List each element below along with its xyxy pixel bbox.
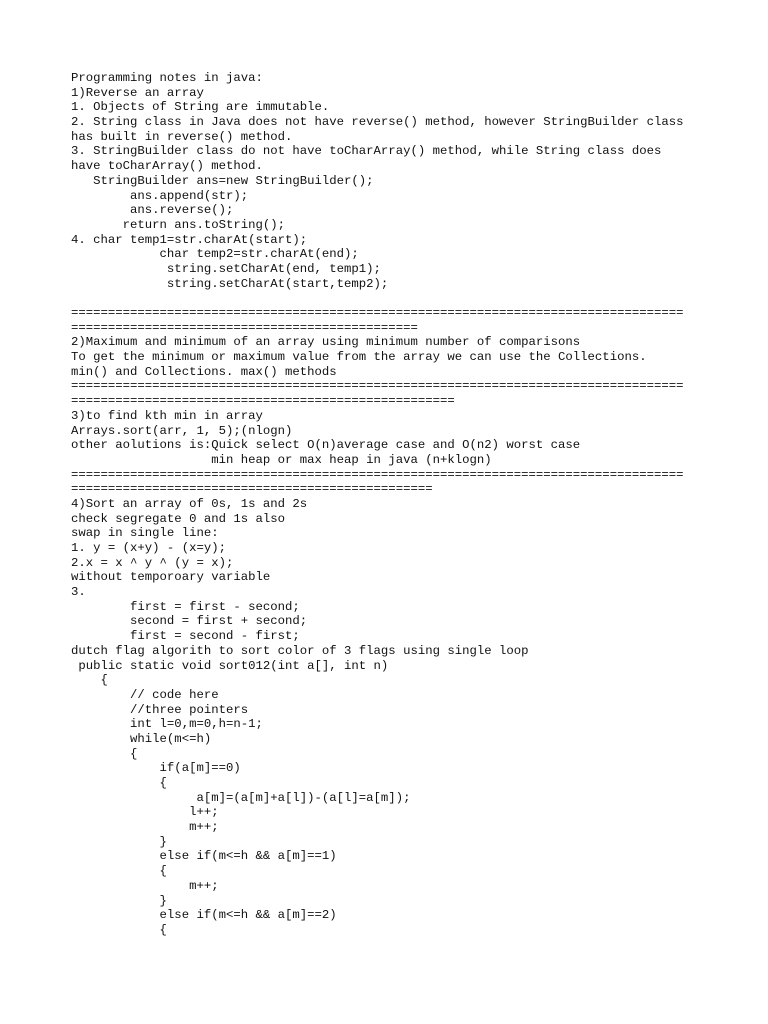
text-line: string.setCharAt(start,temp2);	[71, 276, 389, 291]
document-page	[71, 71, 761, 938]
text-line: {	[71, 864, 167, 879]
text-line: Arrays.sort(arr, 1, 5);(nlogn)	[71, 423, 293, 438]
text-line: To get the minimum or maximum value from the array we can use the Collections.	[71, 350, 647, 365]
text-line: have toCharArray() method.	[71, 159, 263, 174]
text-line: public static void sort012(int a[], int n)	[71, 658, 389, 673]
text-line: min() and Collections. max() methods	[71, 364, 337, 379]
text-line: 3.	[71, 585, 86, 600]
text-line: while(m<=h)	[71, 731, 212, 746]
text-line: else if(m<=h && a[m]==1)	[71, 849, 337, 864]
text-line: check segregate 0 and 1s also	[71, 511, 286, 526]
text-line: 4)Sort an array of 0s, 1s and 2s	[71, 496, 308, 511]
text-line: // code here	[71, 687, 219, 702]
text-line: ans.append(str);	[71, 188, 249, 203]
text-line: min heap or max heap in java (n+klogn)	[71, 452, 492, 467]
text-line: swap in single line:	[71, 526, 219, 541]
text-line: {	[71, 746, 138, 761]
text-line: m++;	[71, 820, 219, 835]
text-line: ===================================================================================	[71, 467, 684, 482]
text-line: //three pointers	[71, 702, 249, 717]
text-line: l++;	[71, 805, 219, 820]
text-line: 4. char temp1=str.charAt(start);	[71, 232, 308, 247]
text-line: 2.x = x ^ y ^ (y = x);	[71, 555, 234, 570]
text-line: }	[71, 834, 167, 849]
text-line: {	[71, 673, 108, 688]
text-line: ===============================================	[71, 320, 418, 335]
text-line: return ans.toString();	[71, 217, 286, 232]
text-line: dutch flag algorith to sort color of 3 flags using single loop	[71, 643, 529, 658]
text-line: 1. y = (x+y) - (x=y);	[71, 541, 226, 555]
text-line: ====================================================	[71, 394, 455, 409]
text-line: 1)Reverse an array	[71, 85, 204, 100]
text-line: ===================================================================================	[71, 379, 684, 394]
text-line: has built in reverse() method.	[71, 129, 293, 144]
text-line: 3. StringBuilder class do not have toCharArray() method, while String class does	[71, 144, 662, 159]
text-line: if(a[m]==0)	[71, 761, 241, 776]
text-line: 2. String class in Java does not have reverse() method, however StringBuilder class	[71, 115, 684, 130]
text-line: second = first + second;	[71, 614, 308, 629]
text-line: =================================================	[71, 482, 433, 497]
text-line: char temp2=str.charAt(end);	[71, 247, 359, 262]
text-line: 2)Maximum and minimum of an array using minimum number of comparisons	[71, 335, 581, 350]
text-line: {	[71, 922, 167, 937]
text-line: other aolutions is:Quick select O(n)average case and O(n2) worst case	[71, 438, 581, 453]
text-line: StringBuilder ans=new StringBuilder();	[71, 173, 374, 188]
text-line: else if(m<=h && a[m]==2)	[71, 908, 337, 923]
text-line: m++;	[71, 878, 219, 893]
text-line: Programming notes in java:	[71, 71, 263, 85]
text-line	[71, 291, 761, 306]
text-line: first = second - first;	[71, 629, 300, 644]
text-line: ans.reverse();	[71, 203, 234, 218]
text-line: first = first - second;	[71, 599, 300, 614]
text-line: }	[71, 893, 167, 908]
text-line: ===================================================================================	[71, 306, 684, 320]
text-line: {	[71, 776, 167, 790]
text-line: without temporoary variable	[71, 570, 271, 585]
text-line: 1. Objects of String are immutable.	[71, 100, 330, 115]
text-line: 3)to find kth min in array	[71, 408, 263, 423]
text-line: a[m]=(a[m]+a[l])-(a[l]=a[m]);	[71, 790, 411, 805]
text-line: string.setCharAt(end, temp1);	[71, 261, 381, 276]
text-line: int l=0,m=0,h=n-1;	[71, 717, 263, 732]
